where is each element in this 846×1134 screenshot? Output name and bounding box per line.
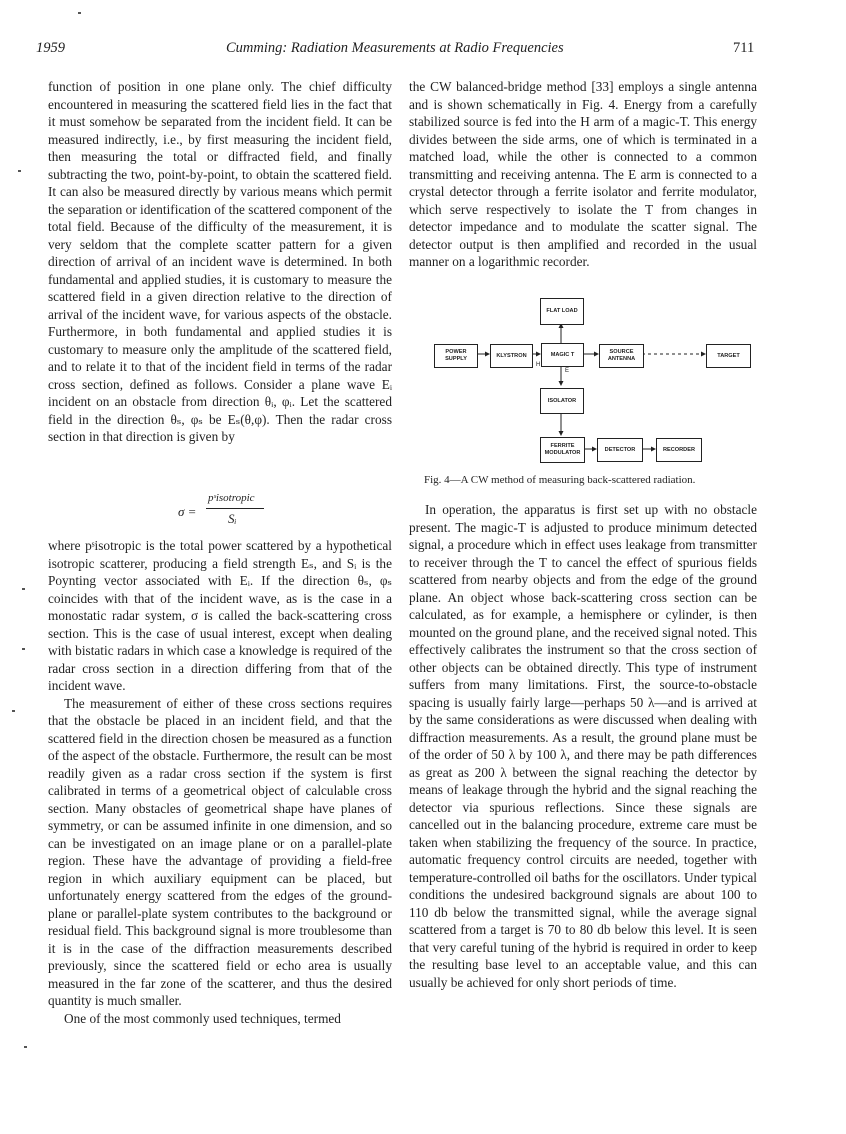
margin-speck [78,12,81,14]
block-ferrite-modulator: FERRITE MODULATOR [540,437,585,463]
margin-speck [18,170,21,172]
block-klystron: KLYSTRON [490,344,533,368]
block-power-supply: POWER SUPPLY [434,344,478,368]
right-column-bottom [409,501,757,991]
block-recorder: RECORDER [656,438,702,462]
port-label-h: H [536,362,541,368]
block-magic-t: MAGIC T [541,343,584,367]
margin-speck [22,588,25,590]
paragraph-radar-cross-section-intro: function of position in one plane only. The chief difficulty encountered in measuring the scattered field lies in the fact that it must somehow be separated from the incident field. It can be measured indirectly, i.e., by first measuring the incident field, then measuring the total or diffracted field, and finally subtracting the two, point-by-point, to obtain the scattered field. It can also be measured directly by various means which permit the separation or identification of the scattered component of the total field. Because of the difficulty of the measurement, it is very seldom that the complete scatter pattern for a given direction of arrival of an incident wave is determined. In both fundamental and applied studies, it is customary to measure the scattered field in a given direction relative to the direction of arrival of the incident wave, for various aspects of the obstacle. Furthermore, in both fundamental and applied studies it is customary to measure only the amplitude of the scattered field, and to relate it to that of the incident field in terms of the radar cross section, defined as follows. Consider a plane wave Eᵢ incident on an obstacle from direction θᵢ, φᵢ. Let the scattered field in the direction θₛ, φₛ be Eₛ(θ,φ). Then the radar cross section in that direction is given by [48,79,392,444]
block-source-antenna: SOURCE ANTENNA [599,344,644,368]
block-detector: DETECTOR [597,438,643,462]
margin-speck [22,648,25,650]
header-page-number: 711 [733,40,755,56]
equation-numerator: pˢisotropic [208,492,255,504]
header-year: 1959 [36,40,65,56]
left-column-bottom [48,537,392,1027]
left-column-top [48,78,392,446]
figure-4-diagram [420,292,750,467]
paragraph-common-techniques: One of the most commonly used techniques, termed [64,1010,341,1026]
right-column-top [409,78,757,271]
margin-speck [24,1046,27,1048]
paragraph-cw-balanced-bridge: the CW balanced-bridge method [33] employs a single antenna and is shown schematically in Fig. 4. Energy from a carefully stabilized source is fed into the H arm of a magic-T. This energy divides between the side arms, one of which is terminated in a matched load, while the other is connected to a common transmitting and receiving antenna. The E arm is connected to a crystal detector through a ferrite isolator and ferrite modulator, which serve respectively to isolate the T from changes in detector impedance and to modulate the scatter signal. The detector output is then amplified and recorded in the usual manner on a logarithmic recorder. [409,79,757,269]
block-flat-load: FLAT LOAD [540,298,584,325]
paragraph-operation: In operation, the apparatus is first set up with no obstacle present. The magic-T is adjusted to produce minimum detected signal, a procedure which in effect uses leakage from transmitter to receiver through the T to cancel the effect of spurious fields scattered from nearby objects and from the edge of the ground plane. An object whose back-scattering cross section can be calculated, as for example, a hemisphere or cylinder, is then mounted on the ground plane, and the received signal noted. This effectively calibrates the instrument so that the cross section of other objects can be obtained directly. This type of instrument suffers from many limitations. First, the source-to-obstacle spacing is usually fairly large—perhaps 50 λ—and is arrived at by the same considerations as were discussed when dealing with diffraction measurements. As a result, the ground plane must be of the order of 50 λ by 100 λ, and there may be path differences as great as 200 λ between the signal reaching the detector by means of leakage through the hybrid and the signal reaching the detector via spurious reflections. Since these signals are cancelled out in the balancing procedure, extreme care must be taken when stabilizing the frequency of the source. In practice, automatic frequency control circuits are needed, together with temperature-controlled oil baths for the oscillators. Under typical conditions the undesired background signals are about 100 to 110 db below the transmitted signal, while the average signal scattered from a target is 70 to 80 db below this level. It is seen that very careful tuning of the hybrid is required in order to keep the resulting base level to an acceptable value, and this can usually be achieved for only short periods of time. [409,502,757,990]
block-target: TARGET [706,344,751,368]
header-title: Cumming: Radiation Measurements at Radio Frequencies [226,40,564,56]
equation-lhs: σ = [178,504,197,519]
paragraph-measurement-requirements: The measurement of either of these cross sections requires that the obstacle be placed in an incident field, and that the scattered field in the direction chosen be measured as a function of the aspect of the obstacle. Furthermore, the result can be most readily given as a radar cross section if the system is first calibrated in terms of a geometrical object of calculable cross section. Many obstacles of geometrical shape have planes of symmetry, or can be assumed infinite in one dimension, and so can be investigated on an image plane or on a parallel-plate region. These have the advantage of providing a field-free region in which auxiliary equipment can be placed, but unfortunately energy scattered from the edges of the ground-plane or parallel-plate system contributes to the background or residual field. This background signal is more troublesome than it is in the case of the diffraction measurements described previously, since the scattered field or echo area is usually measured in the far zone of the scatterer, and thus the desired quantity is much smaller. [48,695,392,1008]
equation-fraction-bar [206,508,264,509]
margin-speck [12,710,15,712]
equation-denominator: Sᵢ [228,511,237,526]
port-label-e: E [565,368,570,374]
block-isolator: ISOLATOR [540,388,584,414]
paragraph-isotropic-scatterer: where pˢisotropic is the total power scattered by a hypothetical isotropic scatterer, producing a field strength Eₛ, and Sᵢ is the Poynting vector associated with Eᵢ. If the direction θₛ, φₛ coincides with that of the incident wave, as is the case in a monostatic radar system, σ is called the back-scattering cross section. This is the case of usual interest, except when dealing with bistatic radars in which case a knowledge is required of the radar cross section in a direction differing from that of the incident wave. [48,538,392,693]
figure-4-caption: Fig. 4—A CW method of measuring back-scattered radiation. [424,474,696,486]
